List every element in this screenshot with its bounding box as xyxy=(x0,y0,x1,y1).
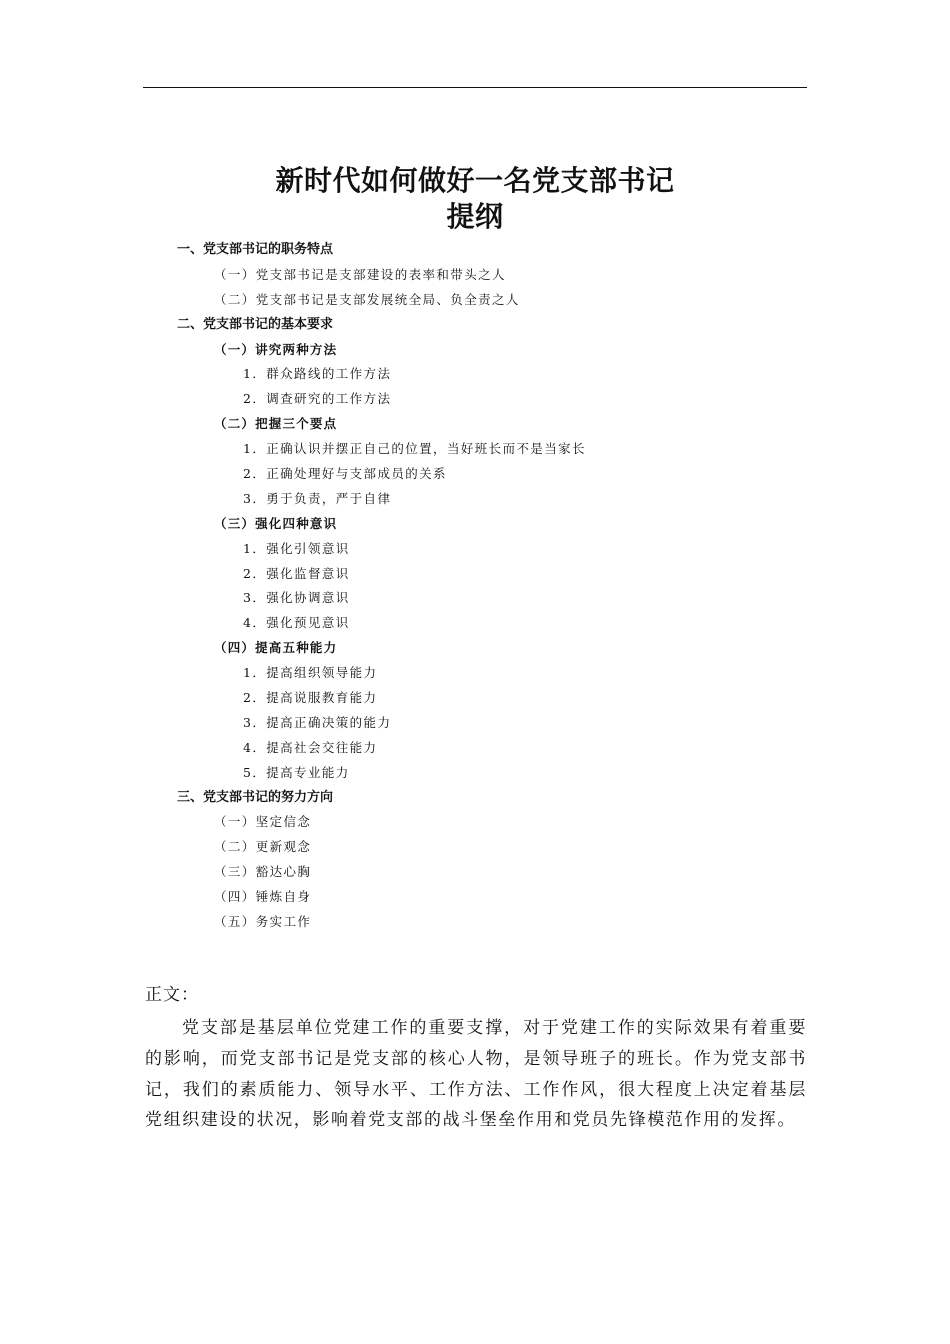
outline-section: （一）党支部书记是支部建设的表率和带头之人 xyxy=(214,266,506,282)
outline-item: 4．强化预见意识 xyxy=(243,615,350,631)
outline-item: 1．群众路线的工作方法 xyxy=(243,366,392,382)
outline-heading: 二、党支部书记的基本要求 xyxy=(177,316,334,332)
outline-item: 2．正确处理好与支部成员的关系 xyxy=(243,466,447,482)
outline-section: （二）把握三个要点 xyxy=(214,416,338,432)
outline-item: 4．提高社会交往能力 xyxy=(243,739,378,755)
outline-item: 3．强化协调意识 xyxy=(243,590,350,606)
outline-item: 1．提高组织领导能力 xyxy=(243,665,378,681)
outline-section: （五）务实工作 xyxy=(214,914,312,930)
header-rule xyxy=(143,87,807,88)
outline-section: （四）锤炼自身 xyxy=(214,889,312,905)
outline-item: 5．提高专业能力 xyxy=(243,764,350,780)
outline-section: （二）更新观念 xyxy=(214,839,312,855)
outline-list xyxy=(0,238,950,935)
outline-item: 2．提高说服教育能力 xyxy=(243,690,378,706)
outline-section: （一）坚定信念 xyxy=(214,814,312,830)
outline-item: 3．勇于负责，严于自律 xyxy=(243,490,392,506)
document-title: 新时代如何做好一名党支部书记 xyxy=(275,164,675,197)
outline-heading: 一、党支部书记的职务特点 xyxy=(177,242,334,257)
outline-item: 1．正确认识并摆正自己的位置，当好班长而不是当家长 xyxy=(243,441,586,457)
outline-item: 2．强化监督意识 xyxy=(243,565,350,581)
body-paragraph: 党支部是基层单位党建工作的重要支撑，对于党建工作的实际效果有着重要的影响，而党支部书记是党支部的核心人物，是领导班子的班长。作为党支部书记，我们的素质能力、领导水平、工作方法、工作作风，很大程度上决定着基层党组织建设的状况，影响着党支部的战斗堡垒作用和党员先锋模范作用的发挥。 xyxy=(145,1018,807,1131)
outline-section: （二）党支部书记是支部发展统全局、负全责之人 xyxy=(214,291,520,307)
outline-item: 3．提高正确决策的能力 xyxy=(243,714,392,730)
outline-section: （三）豁达心胸 xyxy=(214,864,312,880)
outline-item: 1．强化引领意识 xyxy=(243,540,350,556)
outline-item: 2．调查研究的工作方法 xyxy=(243,391,392,407)
body-label: 正文： xyxy=(145,985,199,1005)
outline-heading: 三、党支部书记的努力方向 xyxy=(177,789,334,805)
document-subtitle: 提纲 xyxy=(446,200,504,233)
outline-section: （一）讲究两种方法 xyxy=(214,341,338,357)
outline-section: （四）提高五种能力 xyxy=(214,640,338,656)
outline-section: （三）强化四种意识 xyxy=(214,515,338,531)
